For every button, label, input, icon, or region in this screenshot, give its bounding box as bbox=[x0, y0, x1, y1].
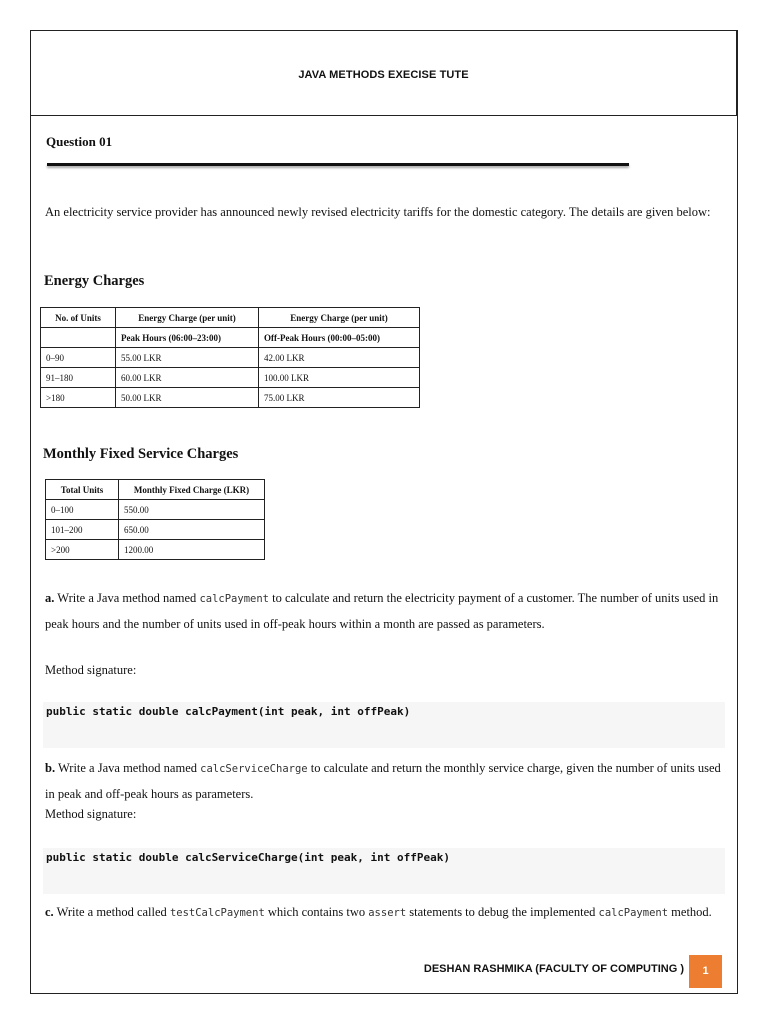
table-cell: 550.00 bbox=[119, 500, 265, 520]
document-title: JAVA METHODS EXECISE TUTE bbox=[298, 69, 469, 81]
table-row bbox=[41, 348, 420, 368]
table-cell bbox=[41, 328, 116, 348]
table-header-cell: Monthly Fixed Charge (LKR) bbox=[119, 480, 265, 500]
table-cell: >200 bbox=[46, 540, 119, 560]
code-block bbox=[43, 848, 725, 894]
table-row bbox=[46, 500, 265, 520]
table-header-cell: Energy Charge (per unit) bbox=[116, 308, 259, 328]
part-b-paragraph bbox=[45, 756, 730, 807]
table-cell: 42.00 LKR bbox=[259, 348, 420, 368]
table-header-row bbox=[46, 480, 265, 500]
service-charges-table bbox=[45, 479, 265, 560]
table-header-row bbox=[41, 308, 420, 328]
table-subheader-cell: Peak Hours (06:00–23:00) bbox=[116, 328, 259, 348]
question-heading: Question 01 bbox=[46, 134, 113, 149]
table-cell: 0–90 bbox=[41, 348, 116, 368]
method-signature-label: Method signature: bbox=[45, 663, 137, 677]
paragraph-text: Write a Java method named bbox=[54, 591, 200, 605]
table-cell: 100.00 LKR bbox=[259, 368, 420, 388]
table-subheader-cell: Off-Peak Hours (00:00–05:00) bbox=[259, 328, 420, 348]
table-row bbox=[41, 368, 420, 388]
paragraph-text: to calculate and return the electricity payment of a customer. The number of units used in peak hours and the number of units used in off-peak hours within a month are passed as parameters. bbox=[45, 591, 719, 631]
table-cell: 101–200 bbox=[46, 520, 119, 540]
table-row bbox=[46, 520, 265, 540]
inline-code: calcServiceCharge bbox=[200, 763, 308, 775]
table-cell: 1200.00 bbox=[119, 540, 265, 560]
part-label: c. bbox=[45, 905, 54, 919]
inline-code: assert bbox=[368, 907, 407, 919]
table-cell: 75.00 LKR bbox=[259, 388, 420, 408]
table-cell: 55.00 LKR bbox=[116, 348, 259, 368]
page-number: 1 bbox=[689, 955, 722, 988]
inline-code: calcPayment bbox=[199, 593, 269, 605]
service-charges-title: Monthly Fixed Service Charges bbox=[43, 446, 239, 462]
paragraph-text: statements to debug the implemented bbox=[406, 905, 599, 919]
method-signature-code: public static double calcPayment(int peak, int offPeak) bbox=[46, 705, 411, 718]
table-header-cell: Total Units bbox=[46, 480, 119, 500]
table-subheader-row bbox=[41, 328, 420, 348]
table-row bbox=[46, 540, 265, 560]
table-header-cell: No. of Units bbox=[41, 308, 116, 328]
table-header-cell: Energy Charge (per unit) bbox=[259, 308, 420, 328]
footer-author: DESHAN RASHMIKA (FACULTY OF COMPUTING ) bbox=[423, 963, 684, 975]
energy-charges-title: Energy Charges bbox=[44, 273, 145, 289]
inline-code: testCalcPayment bbox=[169, 907, 265, 919]
paragraph-text: to calculate and return the monthly service charge, given the number of units used in peak and off-peak hours as parameters. bbox=[45, 761, 721, 801]
table-cell: 91–180 bbox=[41, 368, 116, 388]
energy-charges-table bbox=[40, 307, 420, 408]
part-a-paragraph bbox=[45, 586, 730, 637]
table-cell: 650.00 bbox=[119, 520, 265, 540]
paragraph-text: Write a method called bbox=[53, 905, 170, 919]
part-c-paragraph bbox=[45, 900, 730, 926]
table-cell: 0–100 bbox=[46, 500, 119, 520]
part-label: b. bbox=[45, 761, 56, 775]
method-signature-label: Method signature: bbox=[45, 807, 137, 821]
paragraph-text: which contains two bbox=[264, 905, 369, 919]
inline-code: calcPayment bbox=[598, 907, 669, 919]
table-cell: 50.00 LKR bbox=[116, 388, 259, 408]
part-label: a. bbox=[45, 591, 55, 605]
table-row bbox=[41, 388, 420, 408]
method-signature-code: public static double calcServiceCharge(int peak, int offPeak) bbox=[46, 851, 450, 864]
table-cell: 60.00 LKR bbox=[116, 368, 259, 388]
code-block bbox=[43, 702, 725, 748]
intro-paragraph: An electricity service provider has announced newly revised electricity tariffs for the domestic category. The details are given below: bbox=[45, 205, 711, 219]
paragraph-text: method. bbox=[668, 905, 712, 919]
header-box bbox=[30, 30, 738, 116]
table-cell: >180 bbox=[41, 388, 116, 408]
paragraph-text: Write a Java method named bbox=[55, 761, 201, 775]
heading-underline bbox=[47, 163, 629, 166]
